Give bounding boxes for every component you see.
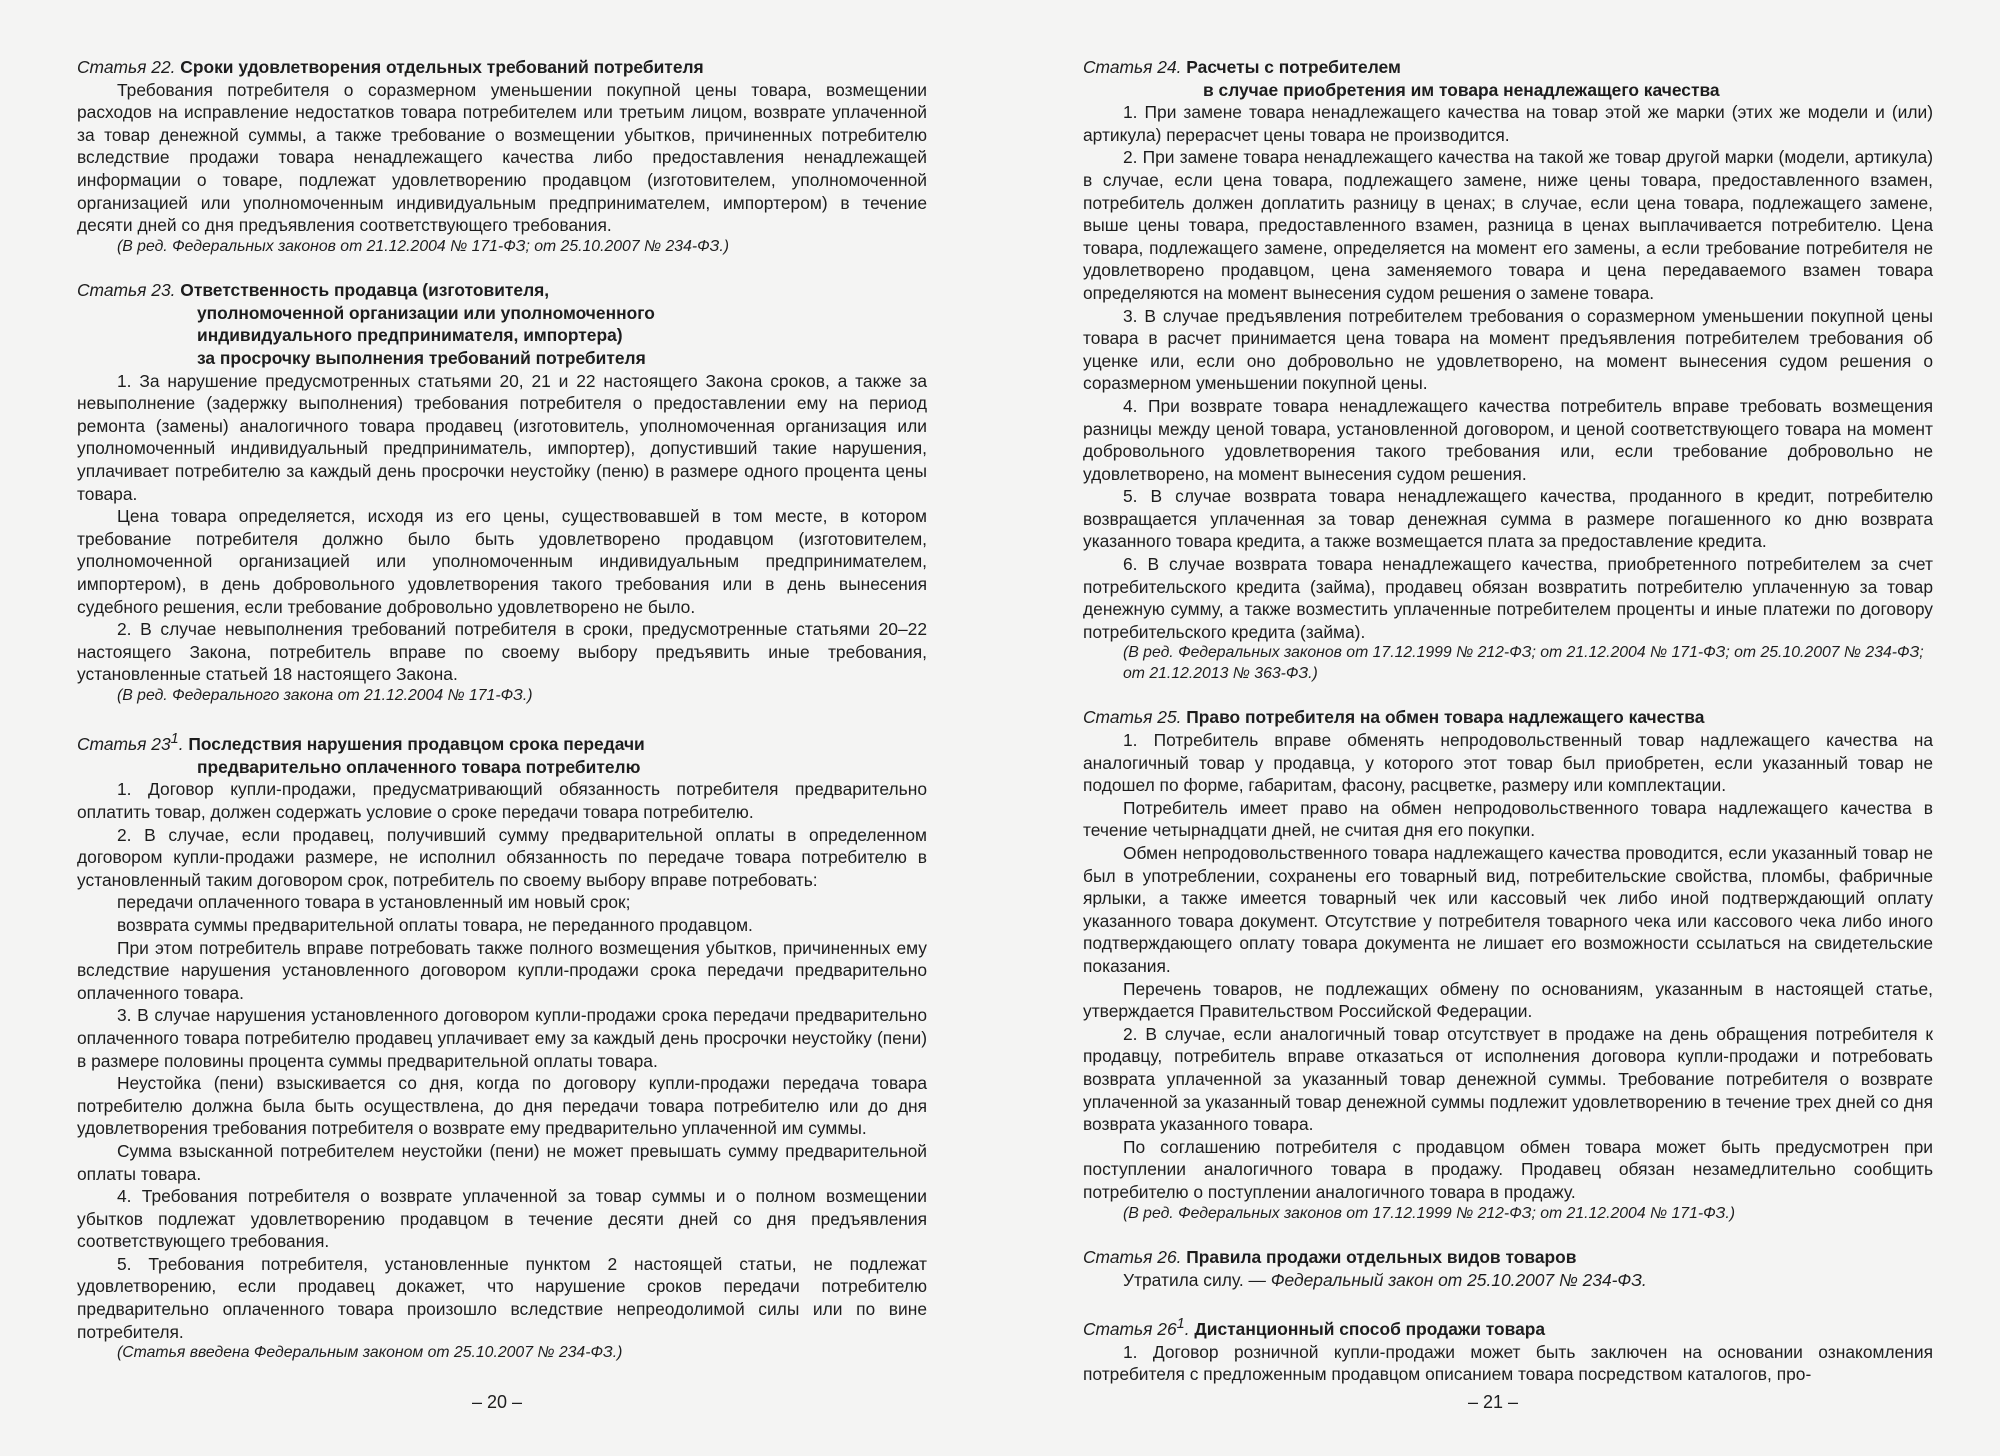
paragraph: 2. В случае, если продавец, получивший сумму предварительной оплаты в определенном договором купли-продажи размере, не исполнил обязанность по передаче товара потребителю в установленный таким договором срок, потребитель по своему выбору вправе потребовать: [77, 824, 927, 890]
paragraph: Перечень товаров, не подлежащих обмену по основаниям, указанным в настоящей статье, утверждается Правительством Российской Федерации. [1083, 978, 1933, 1022]
page-number: – 21 – [1468, 1392, 1519, 1412]
paragraph: 1. При замене товара ненадлежащего качества на товар этой же марки (этих же модели и (или) артикула) перерасчет цены товара не производится. [1083, 102, 1933, 145]
article-23-1 [77, 728, 927, 1363]
paragraph: 4. Требования потребителя о возврате уплаченной за товар суммы и о полном возмещении убытков подлежат удовлетворению продавцом в течение десяти дней со дня предъявления соответствующего требования. [77, 1186, 927, 1252]
paragraph: 1. Потребитель вправе обменять непродовольственный товар надлежащего качества на аналогичный товар у продавца, у которого этот товар был приобретен, если указанный товар не подошел по форме, габаритам, фасону, расцветке, размеру или комплектации. [1083, 730, 1933, 796]
paragraph: 2. В случае, если аналогичный товар отсутствует в продаже на день обращения потребителя к продавцу, потребитель вправе отказаться от исполнения договора купли-продажи и потребовать возврата уплаченной за указанный товар денежной суммы. Требование потребителя о возврате уплаченной за указанный товар денежной суммы подлежит удовлетворению в течение трех дней со дня возврата указанного товара. [1083, 1023, 1933, 1135]
article-25 [1083, 706, 1933, 1224]
article-number: Статья 26. [1083, 1247, 1182, 1267]
article-number: Статья 25. [1083, 707, 1182, 728]
paragraph: Требования потребителя о соразмерном уменьшении покупной цены товара, возмещении расходов на исправление недостатков товара потребителем или третьим лицом, возврате уплаченной за товар денежной суммы, а также требование о возмещении убытков, причиненных потребителю вследствие продажи товара ненадлежащего качества либо предоставления ненадлежащей информации о товаре, подлежат удовлетворению продавцом (изготовителем, уполномоченной организацией или уполномоченным индивидуальным предпринимателем, импортером) в течение десяти дней со дня предъявления соответствующего требования. [77, 79, 927, 236]
article-title-line: за просрочку выполнения требований потребителя [197, 348, 646, 369]
article-title-line: индивидуального предпринимателя, импортера) [197, 325, 623, 346]
article-number: Статья $26^1$. [1083, 1316, 1190, 1339]
paragraph: Цена товара определяется, исходя из его цены, существовавшей в том месте, в котором требование потребителя должно было быть удовлетворено продавцом (изготовителем, уполномоченной организацией или уполномоченным индивидуальным предпринимателем, импортером), в день добровольного удовлетворения такого требования или в день вынесения судебного решения, если требование добровольно удовлетворено не было. [77, 506, 927, 617]
paragraph: Сумма взысканной потребителем неустойки (пени) не может превышать сумму предварительной оплаты товара. [77, 1140, 927, 1184]
article-heading [1083, 1246, 1933, 1269]
article-heading [77, 56, 927, 79]
article-title-line: уполномоченной организации или уполномоченного [197, 302, 655, 323]
paragraph: 2. В случае невыполнения требований потребителя в сроки, предусмотренные статьями 20–22 настоящего Закона, потребитель вправе по своему выбору предъявить иные требования, установленные статьей 18 настоящего Закона. [77, 619, 927, 685]
list-item: возврата суммы предварительной оплаты товара, не переданного продавцом. [117, 914, 753, 935]
paragraph: 5. В случае возврата товара ненадлежащего качества, проданного в кредит, потребителю возвращается уплаченная за товар денежная сумма в размере погашенного ко дню возврата указанного товара кредита, а также возмещается плата за предоставление кредита. [1083, 486, 1933, 552]
paragraph: Утратила силу. — Федеральный закон от 25.10.2007 № 234-ФЗ. [1123, 1269, 1647, 1290]
paragraph: Неустойка (пени) взыскивается со дня, когда по договору купли-продажи передача товара потребителю должна была быть осуществлена, до дня передачи товара потребителю или до дня удовлетворения требования потребителя о возврате ему предварительно уплаченной им суммы. [77, 1073, 927, 1139]
paragraph: 4. При возврате товара ненадлежащего качества потребитель вправе требовать возмещения разницы между ценой товара, установленной договором, и ценой соответствующего товара на момент добровольного удовлетворения такого требования или, если требование добровольно не удовлетворено, на момент вынесения судом решения. [1083, 395, 1933, 484]
article-heading [1083, 1313, 1933, 1340]
article-number: Статья 24. [1083, 57, 1182, 77]
paragraph: 3. В случае нарушения установленного договором купли-продажи срока передачи предварительно оплаченного товара потребителю продавец уплачивает ему за каждый день просрочки неустойку (пени) в размере половины процента суммы предварительной оплаты товара. [77, 1005, 927, 1071]
article-heading [1083, 706, 1933, 729]
paragraph: 3. В случае предъявления потребителем требования о соразмерном уменьшении покупной цены товара в расчет принимается цена товара на момент предъявления потребителем требования об уценке или, если оно добровольно не удовлетворено, на момент вынесения судом решения о соразмерном уменьшении покупной цены. [1083, 305, 1933, 394]
article-title: Сроки удовлетворения отдельных требований потребителя [180, 57, 704, 77]
paragraph: По соглашению потребителя с продавцом обмен товара может быть предусмотрен при поступлении аналогичного товара в продажу. Продавец обязан незамедлительно сообщить потребителю о поступлении аналогичного товара в продажу. [1083, 1136, 1933, 1202]
paragraph: 1. Договор розничной купли-продажи может быть заключен на основании ознакомления потребителя с предложенным продавцом описанием товара посредством каталогов, про- [1083, 1341, 1933, 1385]
article-title-line: в случае приобретения им товара ненадлежащего качества [1203, 79, 1720, 100]
article-26 [1083, 1246, 1933, 1291]
amendment-note: (В ред. Федеральных законов от 17.12.1999 № 212-ФЗ; от 21.12.2004 № 171-ФЗ.) [1123, 1204, 1736, 1222]
article-title: Последствия нарушения продавцом срока передачи [188, 734, 645, 755]
paragraph: 6. В случае возврата товара ненадлежащего качества, приобретенного потребителем за счет потребительского кредита (займа), продавец обязан возвратить потребителю уплаченную за товар денежную сумму, а также возместить уплаченные потребителем проценты и иные платежи по договору потребительского кредита (займа). [1083, 554, 1933, 642]
article-number: Статья 22. [77, 57, 176, 77]
article-title: Ответственность продавца (изготовителя, [180, 280, 550, 301]
article-23 [77, 279, 927, 706]
article-number: Статья 23. [77, 280, 176, 301]
article-number: Статья $23^1$. [77, 731, 184, 755]
paragraph: 1. За нарушение предусмотренных статьями 20, 21 и 22 настоящего Закона сроков, а также за невыполнение (задержку выполнения) требования потребителя о предоставлении ему на период ремонта (замены) аналогичного товара продавец (изготовитель, уполномоченная организация или уполномоченный индивидуальный предприниматель, импортер), допустивший такие нарушения, уплачивает потребителю за каждый день просрочки неустойку (пеню) в размере одного процента цены товара. [77, 370, 927, 504]
paragraph: 1. Договор купли-продажи, предусматривающий обязанность потребителя предварительно оплатить товар, должен содержать условие о сроке передачи товара потребителю. [77, 779, 927, 823]
page-left [77, 56, 927, 1446]
article-title: Правила продажи отдельных видов товаров [1186, 1247, 1577, 1267]
article-title: Право потребителя на обмен товара надлежащего качества [1186, 707, 1705, 728]
list-item: передачи оплаченного товара в установленный им новый срок; [117, 892, 631, 913]
amendment-note: (В ред. Федерального закона от 21.12.2004 № 171-ФЗ.) [117, 686, 533, 704]
article-heading [77, 279, 927, 369]
article-title: Расчеты с потребителем [1186, 57, 1401, 77]
paragraph: 2. При замене товара ненадлежащего качества на такой же товар другой марки (модели, артикула) в случае, если цена товара, подлежащего замене, ниже цены товара, предоставленного взамен, потребитель должен доплатить разницу в ценах; в случае, если цена товара, подлежащего замене, выше цены товара, предоставленного взамен, разница в ценах выплачивается потребителю. Цена товара, подлежащего замене, определяется на момент его замены, а если требование потребителя не удовлетворено продавцом, цена заменяемого товара и цена передаваемого взамен товара определяются на момент вынесения судом решения о замене товара. [1083, 147, 1933, 303]
paragraph: При этом потребитель вправе потребовать также полного возмещения убытков, причиненных ему вследствие нарушения установленного договором купли-продажи срока передачи предварительно оплаченного товара. [77, 937, 927, 1003]
page-number: – 20 – [472, 1392, 523, 1412]
article-title-line: предварительно оплаченного товара потребителю [197, 756, 641, 777]
article-24 [1083, 56, 1933, 684]
article-title: Дистанционный способ продажи товара [1194, 1318, 1546, 1339]
article-26-1 [1083, 1313, 1933, 1386]
paragraph: Обмен непродовольственного товара надлежащего качества проводится, если указанный товар не был в употреблении, сохранены его товарный вид, потребительские свойства, пломбы, фабричные ярлыки, а также имеется товарный чек или кассовый чек либо иной подтверждающий оплату указанного товара документ. Отсутствие у потребителя товарного чека или кассового чека либо иного подтверждающего оплату товара документа не лишает его возможности ссылаться на свидетельские показания. [1083, 843, 1933, 976]
page-right [1083, 56, 1933, 1446]
article-22 [77, 56, 927, 257]
amendment-note: (Статья введена Федеральным законом от 25.10.2007 № 234-ФЗ.) [117, 1344, 623, 1362]
amendment-note: (В ред. Федеральных законов от 21.12.2004 № 171-ФЗ; от 25.10.2007 № 234-ФЗ.) [117, 237, 730, 255]
paragraph: Потребитель имеет право на обмен непродовольственного товара надлежащего качества в течение четырнадцати дней, не считая дня его покупки. [1083, 797, 1933, 841]
paragraph: 5. Требования потребителя, установленные пунктом 2 настоящей статьи, не подлежат удовлетворению, если продавец докажет, что нарушение сроков передачи потребителю предварительно оплаченного товара произошло вследствие непреодолимой силы или по вине потребителя. [77, 1253, 927, 1342]
article-heading [1083, 56, 1933, 101]
article-heading [77, 728, 927, 778]
amendment-note: (В ред. Федеральных законов от 17.12.1999 № 212-ФЗ; от 21.12.2004 № 171-ФЗ; от 25.10.2007 № 234-ФЗ; от 21.12.2013 № 363-ФЗ.) [1123, 644, 1924, 682]
